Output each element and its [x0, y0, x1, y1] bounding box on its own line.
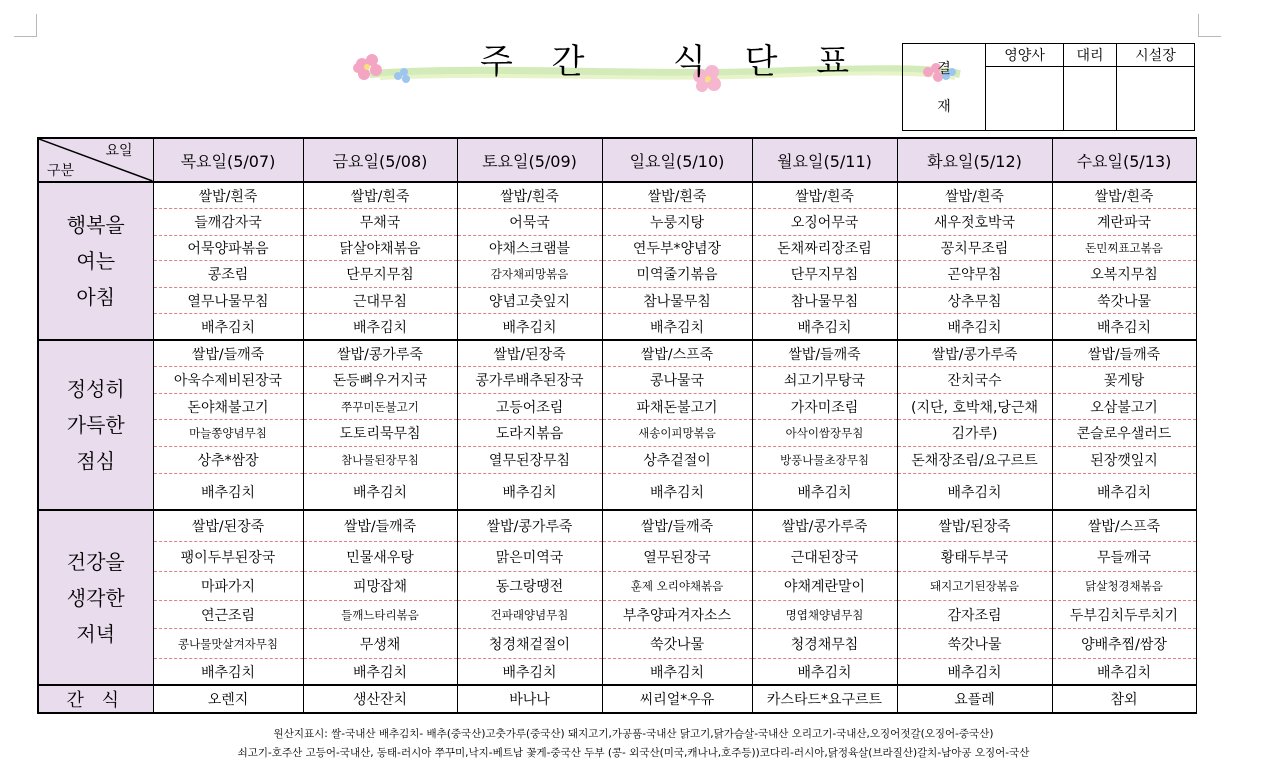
menu-item-cell: 누룽지탕 [602, 209, 752, 236]
day-header: 수요일(5/13) [1052, 138, 1196, 182]
menu-item-cell: 배추김치 [1052, 474, 1196, 511]
menu-item-cell: 쌀밥/흰죽 [153, 182, 303, 209]
day-header: 금요일(5/08) [303, 138, 457, 182]
menu-item-cell: 무채국 [303, 209, 457, 236]
menu-item-cell: 곤약무침 [897, 261, 1052, 288]
menu-item-cell: 배추김치 [457, 314, 602, 341]
menu-item-cell: 부추양파겨자소스 [602, 601, 752, 629]
menu-item-cell: 쑥갓나물 [897, 629, 1052, 659]
origin-notice: 원산지표시: 쌀-국내산 배추김치- 배추(중국산)고춧가루(중국산) 돼지고기,가공품-국내산 닭고기,닭가슴살-국내산 오리고기-국내산,오징어젓갈(오징어-중국산) [273, 728, 994, 740]
menu-item-cell: 쭈꾸미돈불고기 [303, 394, 457, 420]
menu-item-cell: 오징어무국 [752, 209, 897, 236]
menu-item-cell: 콩나물국 [602, 367, 752, 394]
menu-item-cell: 들깨느타리볶음 [303, 601, 457, 629]
menu-item-cell: 참나물된장무침 [303, 447, 457, 474]
menu-item-cell: 열무나물무침 [153, 288, 303, 314]
menu-item-cell: 잔치국수 [897, 367, 1052, 394]
page-corner-mark [1198, 14, 1221, 37]
menu-item-cell: 아삭이쌈장무침 [752, 420, 897, 447]
menu-item-cell: 어묵국 [457, 209, 602, 236]
menu-item-cell: 쌀밥/된장죽 [153, 510, 303, 542]
menu-item-cell: 무들깨국 [1052, 542, 1196, 572]
approval-label: 결 재 [903, 44, 986, 131]
menu-item-cell: 쌀밥/들깨죽 [752, 340, 897, 367]
meal-category-line: 여는 [76, 249, 116, 273]
approval-sign-slot[interactable] [1116, 67, 1194, 131]
menu-item-cell: 배추김치 [303, 659, 457, 686]
menu-item-cell: 감자채피망볶음 [457, 261, 602, 288]
menu-item-cell: 돈민찌표고볶음 [1052, 236, 1196, 261]
menu-item-cell: 오삼불고기 [1052, 394, 1196, 420]
approval-sign-slot[interactable] [986, 67, 1064, 131]
menu-item-cell: 쑥갓나물 [602, 629, 752, 659]
menu-item-cell: 명엽채양념무침 [752, 601, 897, 629]
corner-category-label: 구분 [47, 163, 75, 179]
day-header: 일요일(5/10) [602, 138, 752, 182]
meal-category-line: 행복을 [66, 213, 125, 237]
menu-item-cell: 마늘쫑양념무침 [153, 420, 303, 447]
menu-item-cell: 쌀밥/콩가루죽 [752, 510, 897, 542]
meal-category-label [38, 182, 153, 340]
menu-item-cell: 들깨감자국 [153, 209, 303, 236]
menu-item-cell: 마파가지 [153, 572, 303, 601]
snack-item-cell: 오렌지 [153, 685, 303, 713]
menu-item-cell: 참나물무침 [602, 288, 752, 314]
menu-item-cell: 김가루) [897, 420, 1052, 447]
menu-item-cell: 열무된장무침 [457, 447, 602, 474]
menu-item-cell: 근대된장국 [752, 542, 897, 572]
menu-item-cell: 훈제 오리야채볶음 [602, 572, 752, 601]
menu-item-cell: 쑥갓나물 [1052, 288, 1196, 314]
menu-item-cell: 맑은미역국 [457, 542, 602, 572]
menu-item-cell: 배추김치 [602, 314, 752, 341]
menu-item-cell: 콩조림 [153, 261, 303, 288]
menu-item-cell: 연근조림 [153, 601, 303, 629]
menu-item-cell: 배추김치 [752, 314, 897, 341]
meal-category-line: 점심 [76, 449, 116, 473]
meal-category-label [38, 340, 153, 510]
menu-item-cell: 오복지무침 [1052, 261, 1196, 288]
menu-item-cell: 쌀밥/들깨죽 [153, 340, 303, 367]
menu-item-cell: 쌀밥/들깨죽 [1052, 340, 1196, 367]
meal-category-label [38, 510, 153, 685]
menu-item-cell: 야채계란말이 [752, 572, 897, 601]
menu-item-cell: 쌀밥/된장죽 [897, 510, 1052, 542]
menu-item-cell: 상추무침 [897, 288, 1052, 314]
menu-item-cell: 콩가루배추된장국 [457, 367, 602, 394]
menu-item-cell: 건파래양념무침 [457, 601, 602, 629]
menu-item-cell: 고등어조림 [457, 394, 602, 420]
menu-item-cell: 배추김치 [752, 474, 897, 511]
menu-item-cell: 쌀밥/들깨죽 [303, 510, 457, 542]
menu-item-cell: 배추김치 [897, 474, 1052, 511]
menu-item-cell: 열무된장국 [602, 542, 752, 572]
approval-role: 영양사 [986, 44, 1064, 67]
corner-header [38, 138, 153, 182]
menu-item-cell: 쌀밥/흰죽 [303, 182, 457, 209]
meal-category-line: 아침 [76, 285, 116, 309]
menu-item-cell: 도토리묵무침 [303, 420, 457, 447]
day-header: 목요일(5/07) [153, 138, 303, 182]
menu-item-cell: 배추김치 [457, 659, 602, 686]
menu-item-cell: 쌀밥/흰죽 [1052, 182, 1196, 209]
menu-item-cell: 돈야채불고기 [153, 394, 303, 420]
menu-item-cell: 쌀밥/흰죽 [457, 182, 602, 209]
menu-item-cell: 쌀밥/흰죽 [752, 182, 897, 209]
snack-item-cell: 생산잔치 [303, 685, 457, 713]
menu-item-cell: 단무지무침 [303, 261, 457, 288]
menu-item-cell: 쇠고기무탕국 [752, 367, 897, 394]
menu-item-cell: 양념고춧잎지 [457, 288, 602, 314]
menu-item-cell: 배추김치 [457, 474, 602, 511]
menu-item-cell: 팽이두부된장국 [153, 542, 303, 572]
menu-item-cell: 야채스크램블 [457, 236, 602, 261]
menu-item-cell: 된장깻잎지 [1052, 447, 1196, 474]
menu-item-cell: 두부김치두루치기 [1052, 601, 1196, 629]
menu-item-cell: (지단, 호박채,당근채 [897, 394, 1052, 420]
snack-item-cell: 씨리얼*우유 [602, 685, 752, 713]
menu-item-cell: 방풍나물초장무침 [752, 447, 897, 474]
snack-item-cell: 참외 [1052, 685, 1196, 713]
menu-item-cell: 쌀밥/된장죽 [457, 340, 602, 367]
meal-category-line: 정성히 [66, 377, 125, 401]
menu-item-cell: 배추김치 [752, 659, 897, 686]
menu-item-cell: 배추김치 [303, 474, 457, 511]
menu-item-cell: 돈등뼈우거지국 [303, 367, 457, 394]
menu-item-cell: 피망잡채 [303, 572, 457, 601]
menu-item-cell: 돈채장조림/요구르트 [897, 447, 1052, 474]
menu-item-cell: 참나물무침 [752, 288, 897, 314]
menu-item-cell: 가자미조림 [752, 394, 897, 420]
snack-item-cell: 카스타드*요구르트 [752, 685, 897, 713]
snack-item-cell: 요플레 [897, 685, 1052, 713]
meal-category-line: 생각한 [66, 585, 125, 610]
menu-item-cell: 배추김치 [602, 474, 752, 511]
menu-item-cell: 근대무침 [303, 288, 457, 314]
menu-item-cell: 콘슬로우샐러드 [1052, 420, 1196, 447]
menu-item-cell: 쌀밥/흰죽 [897, 182, 1052, 209]
menu-item-cell: 황태두부국 [897, 542, 1052, 572]
menu-item-cell: 동그랑땡전 [457, 572, 602, 601]
menu-item-cell: 쌀밥/콩가루죽 [897, 340, 1052, 367]
menu-item-cell: 쌀밥/들깨죽 [602, 510, 752, 542]
day-header: 토요일(5/09) [457, 138, 602, 182]
menu-item-cell: 닭살청경채볶음 [1052, 572, 1196, 601]
menu-item-cell: 양배추찜/쌈장 [1052, 629, 1196, 659]
meal-category-line: 저녁 [76, 621, 116, 646]
page-title: 주 간 식 단 표 [480, 42, 864, 82]
menu-item-cell: 감자조림 [897, 601, 1052, 629]
meal-category-line: 건강을 [66, 549, 125, 574]
menu-item-cell: 미역줄기볶음 [602, 261, 752, 288]
menu-item-cell: 청경채무침 [752, 629, 897, 659]
menu-item-cell: 상추*쌈장 [153, 447, 303, 474]
menu-item-cell: 콩나물맛살겨자무침 [153, 629, 303, 659]
menu-item-cell: 연두부*양념장 [602, 236, 752, 261]
menu-item-cell: 배추김치 [1052, 659, 1196, 686]
menu-item-cell: 쌀밥/콩가루죽 [457, 510, 602, 542]
snack-item-cell: 바나나 [457, 685, 602, 713]
approval-sign-slot[interactable] [1064, 67, 1117, 131]
menu-item-cell: 배추김치 [602, 659, 752, 686]
menu-item-cell: 돼지고기된장볶음 [897, 572, 1052, 601]
corner-day-label: 요일 [105, 143, 133, 159]
menu-item-cell: 아욱수제비된장국 [153, 367, 303, 394]
menu-item-cell: 꽃게탕 [1052, 367, 1196, 394]
menu-item-cell: 쌀밥/콩가루죽 [303, 340, 457, 367]
menu-item-cell: 쌀밥/스프죽 [1052, 510, 1196, 542]
menu-item-cell: 배추김치 [153, 474, 303, 511]
menu-item-cell: 꽁치무조림 [897, 236, 1052, 261]
menu-item-cell: 상추겉절이 [602, 447, 752, 474]
menu-item-cell: 배추김치 [153, 314, 303, 341]
menu-item-cell: 파채돈불고기 [602, 394, 752, 420]
menu-item-cell: 계란파국 [1052, 209, 1196, 236]
menu-item-cell: 새송이피망볶음 [602, 420, 752, 447]
approval-box [902, 43, 1195, 131]
menu-item-cell: 배추김치 [1052, 314, 1196, 341]
page-corner-mark [14, 14, 37, 37]
origin-notice: 쇠고기-호주산 고등어-국내산, 동태-러시아 쭈꾸미,낙지-베트남 꽃게-중국산 두부 (콩- 외국산(미국,캐나나,호주등))코다리-러시아,닭정육살(브라질산)갈치-남아공 오징어-국산 [237, 747, 1030, 759]
menu-item-cell: 돈채짜리장조림 [752, 236, 897, 261]
menu-item-cell: 배추김치 [303, 314, 457, 341]
menu-item-cell: 배추김치 [897, 659, 1052, 686]
menu-item-cell: 배추김치 [153, 659, 303, 686]
menu-item-cell: 쌀밥/스프죽 [602, 340, 752, 367]
menu-item-cell: 쌀밥/흰죽 [602, 182, 752, 209]
approval-role: 시설장 [1116, 44, 1194, 67]
day-header: 월요일(5/11) [752, 138, 897, 182]
menu-item-cell: 새우젓호박국 [897, 209, 1052, 236]
menu-item-cell: 배추김치 [897, 314, 1052, 341]
menu-item-cell: 도라지볶음 [457, 420, 602, 447]
weekly-menu-table [37, 137, 1197, 714]
menu-item-cell: 청경채겉절이 [457, 629, 602, 659]
menu-item-cell: 닭살야채볶음 [303, 236, 457, 261]
menu-item-cell: 무생채 [303, 629, 457, 659]
approval-role: 대리 [1064, 44, 1117, 67]
day-header: 화요일(5/12) [897, 138, 1052, 182]
menu-item-cell: 단무지무침 [752, 261, 897, 288]
snack-label: 간 식 [38, 685, 153, 713]
menu-item-cell: 민물새우탕 [303, 542, 457, 572]
meal-category-line: 가득한 [66, 413, 125, 437]
menu-item-cell: 어묵양파볶음 [153, 236, 303, 261]
